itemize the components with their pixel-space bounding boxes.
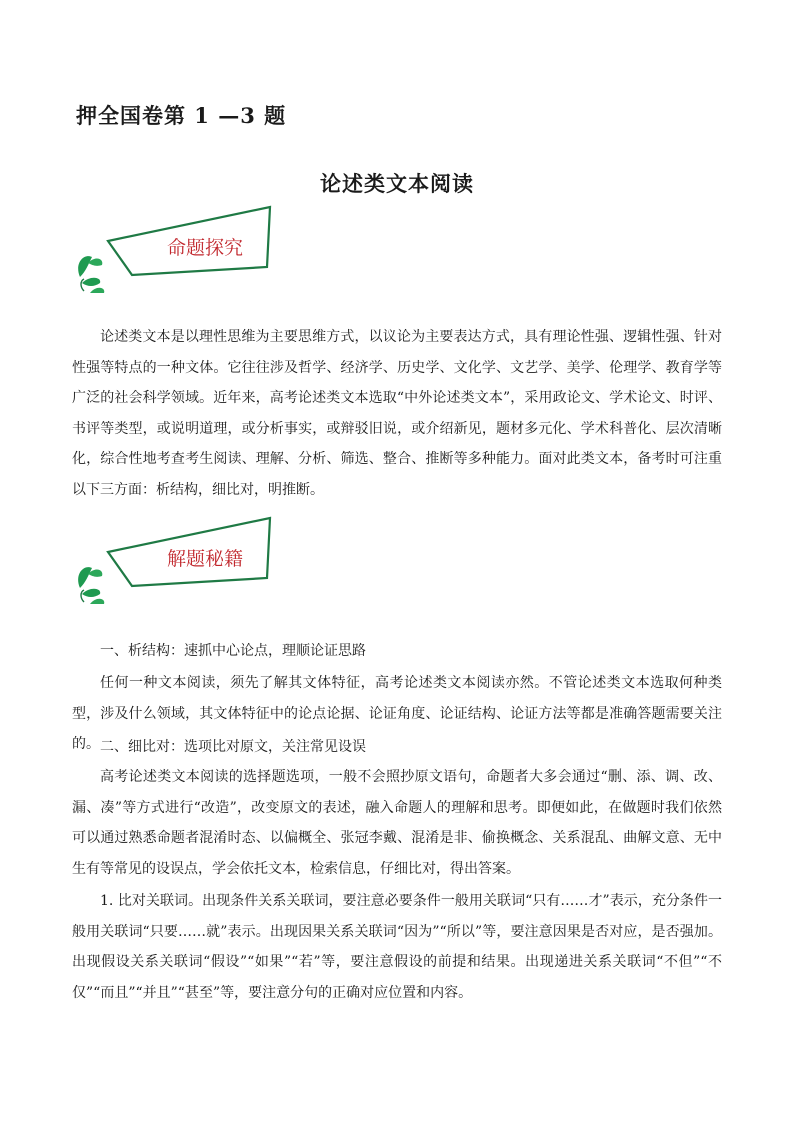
section-1-body: 任何一种文本阅读，须先了解其文体特征，高考论述类文本阅读亦然。不管论述类文本选取何种类型，涉及什么领域，其文体特征中的论点论据、论证角度、论证结构、论证方法等都是准确答题需要关注的。 [72, 675, 722, 752]
banner-explore [70, 205, 280, 297]
document-header: 押全国卷第 1 —3 题 [76, 103, 287, 128]
banner-secrets-label: 解题秘籍 [166, 548, 243, 570]
main-title: 论述类文本阅读 [320, 171, 474, 196]
section-1-heading: 一、析结构：速抓中心论点，理顺论证思路 [100, 643, 366, 659]
banner-explore-label: 命题探究 [166, 237, 243, 259]
section-2-heading: 二、细比对：选项比对原文，关注常见设误 [100, 739, 366, 755]
banner-secrets [70, 516, 280, 608]
section-3-body: 1. 比对关联词。出现条件关系关联词，要注意必要条件一般用关联词“只有……才”表示，充分条件一般用关联词“只要……就”表示。出现因果关系关联词“因为”“所以”等，要注意因果是否对应，是否强加。出现假设关系关联词“假设”“如果”“若”等，要注意假设的前提和结果。出现递进关系关联词“不但”“不仅”“而且”“并且”“甚至”等，要注意分句的正确对应位置和内容。 [72, 893, 722, 1001]
intro-paragraph: 论述类文本是以理性思维为主要思维方式，以议论为主要表达方式，具有理论性强、逻辑性强、针对性强等特点的一种文体。它往往涉及哲学、经济学、历史学、文化学、文艺学、美学、伦理学、教育学等广泛的社会科学领域。近年来，高考论述类文本选取“中外论述类文本”，采用政论文、学术论文、时评、书评等类型，或说明道理，或分析事实，或辩驳旧说，或介绍新见，题材多元化、学术科普化、层次清晰化，综合性地考查考生阅读、理解、分析、筛选、整合、推断等多种能力。面对此类文本，备考时可注重以下三方面：析结构，细比对，明推断。 [72, 329, 722, 498]
section-2-body: 高考论述类文本阅读的选择题选项，一般不会照抄原文语句，命题者大多会通过“删、添、调、改、漏、凑”等方式进行“改造”，改变原文的表述，融入命题人的理解和思考。即便如此，在做题时我们依然可以通过熟悉命题者混淆时态、以偏概全、张冠李戴、混淆是非、偷换概念、关系混乱、曲解文意、无中生有等常见的设误点，学会依托文本，检索信息，仔细比对，得出答案。 [72, 769, 722, 877]
